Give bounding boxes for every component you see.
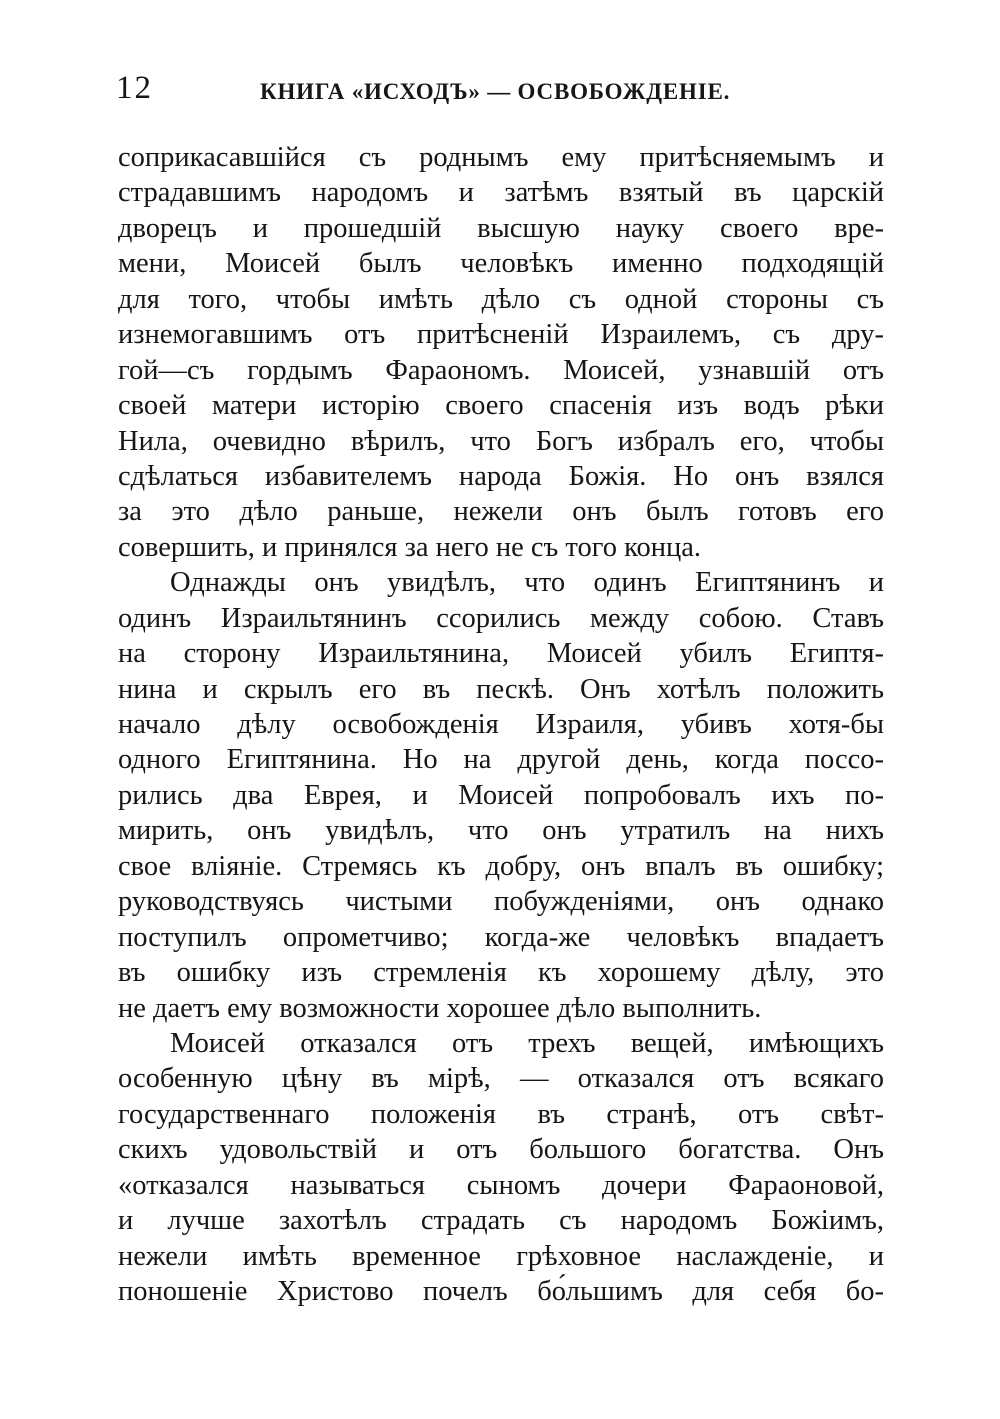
paragraph-first-line: Моисей отказался отъ трехъ вещей, имѣющихъ	[170, 1027, 884, 1059]
text-line: поступилъ опрометчиво; когда-же человѣкъ впадаетъ	[118, 921, 884, 953]
text-line: дворецъ и прошедшій высшую науку своего вре-	[118, 212, 884, 244]
text-line: «отказался называться сыномъ дочери Фараоновой,	[118, 1169, 884, 1201]
running-title: КНИГА «ИСХОДЪ» — ОСВОБОЖДЕНІЕ.	[260, 79, 731, 104]
paragraph-last-line: не даетъ ему возможности хорошее дѣло выполнить.	[118, 992, 762, 1024]
text-line: нина и скрылъ его въ пескѣ. Онъ хотѣлъ положить	[118, 673, 884, 705]
text-line: за это дѣло раньше, нежели онъ былъ готовъ его	[118, 496, 884, 528]
text-line: государственнаго положенія въ странѣ, отъ свѣт-	[118, 1098, 884, 1130]
text-line: мирить, онъ увидѣлъ, что онъ утратилъ на нихъ	[118, 815, 884, 847]
text-line: соприкасавшійся съ роднымъ ему притѣсняемымъ и	[118, 142, 884, 173]
text-line: на сторону Израильтянина, Моисей убилъ Египтя-	[118, 638, 884, 670]
text-line: нежели имѣть временное грѣховное наслажденіе, и	[118, 1240, 884, 1272]
body-text	[118, 140, 884, 1309]
text-line: изнемогавшимъ отъ притѣсненій Израилемъ, съ дру-	[118, 319, 884, 351]
text-line: одинъ Израильтянинъ ссорились между собою. Ставъ	[118, 602, 884, 634]
running-head	[116, 66, 886, 110]
text-line: свое вліяніе. Стремясь къ добру, онъ впалъ въ ошибку;	[118, 850, 884, 882]
text-line: сдѣлаться избавителемъ народа Божія. Но онъ взялся	[118, 460, 884, 492]
text-line: своей матери исторію своего спасенія изъ водъ рѣки	[118, 390, 884, 422]
paragraph-first-line: Однажды онъ увидѣлъ, что одинъ Египтянинъ и	[170, 567, 884, 599]
text-line: начало дѣлу освобожденія Израиля, убивъ хотя-бы	[118, 709, 884, 740]
text-line: руководствуясь чистыми побужденіями, онъ однако	[118, 886, 884, 918]
text-line: поношеніе Христово почелъ бо́льшимъ для себя бо-	[118, 1276, 884, 1307]
page-number: 12	[116, 70, 153, 106]
text-line: одного Египтянина. Но на другой день, когда поссо-	[118, 744, 884, 776]
paragraph-last-line: совершить, и принялся за него не съ того конца.	[118, 531, 702, 563]
text-line: страдавшимъ народомъ и затѣмъ взятый въ царскій	[118, 177, 884, 209]
text-line: въ ошибку изъ стремленія къ хорошему дѣлу, это	[118, 957, 884, 989]
text-line: и лучше захотѣлъ страдать съ народомъ Божіимъ,	[118, 1205, 884, 1237]
text-line: для того, чтобы имѣть дѣло съ одной стороны съ	[118, 283, 884, 315]
text-line: Нила, очевидно вѣрилъ, что Богъ избралъ его, чтобы	[118, 425, 884, 457]
text-line: скихъ удовольствій и отъ большого богатства. Онъ	[118, 1134, 884, 1166]
text-line: рились два Еврея, и Моисей попробовалъ ихъ по-	[118, 779, 884, 811]
text-line: гой—съ гордымъ Фараономъ. Моисей, узнавшій отъ	[118, 354, 884, 386]
text-line: особенную цѣну въ мірѣ, — отказался отъ всякаго	[118, 1063, 884, 1095]
text-line: мени, Моисей былъ человѣкъ именно подходящій	[118, 248, 884, 280]
